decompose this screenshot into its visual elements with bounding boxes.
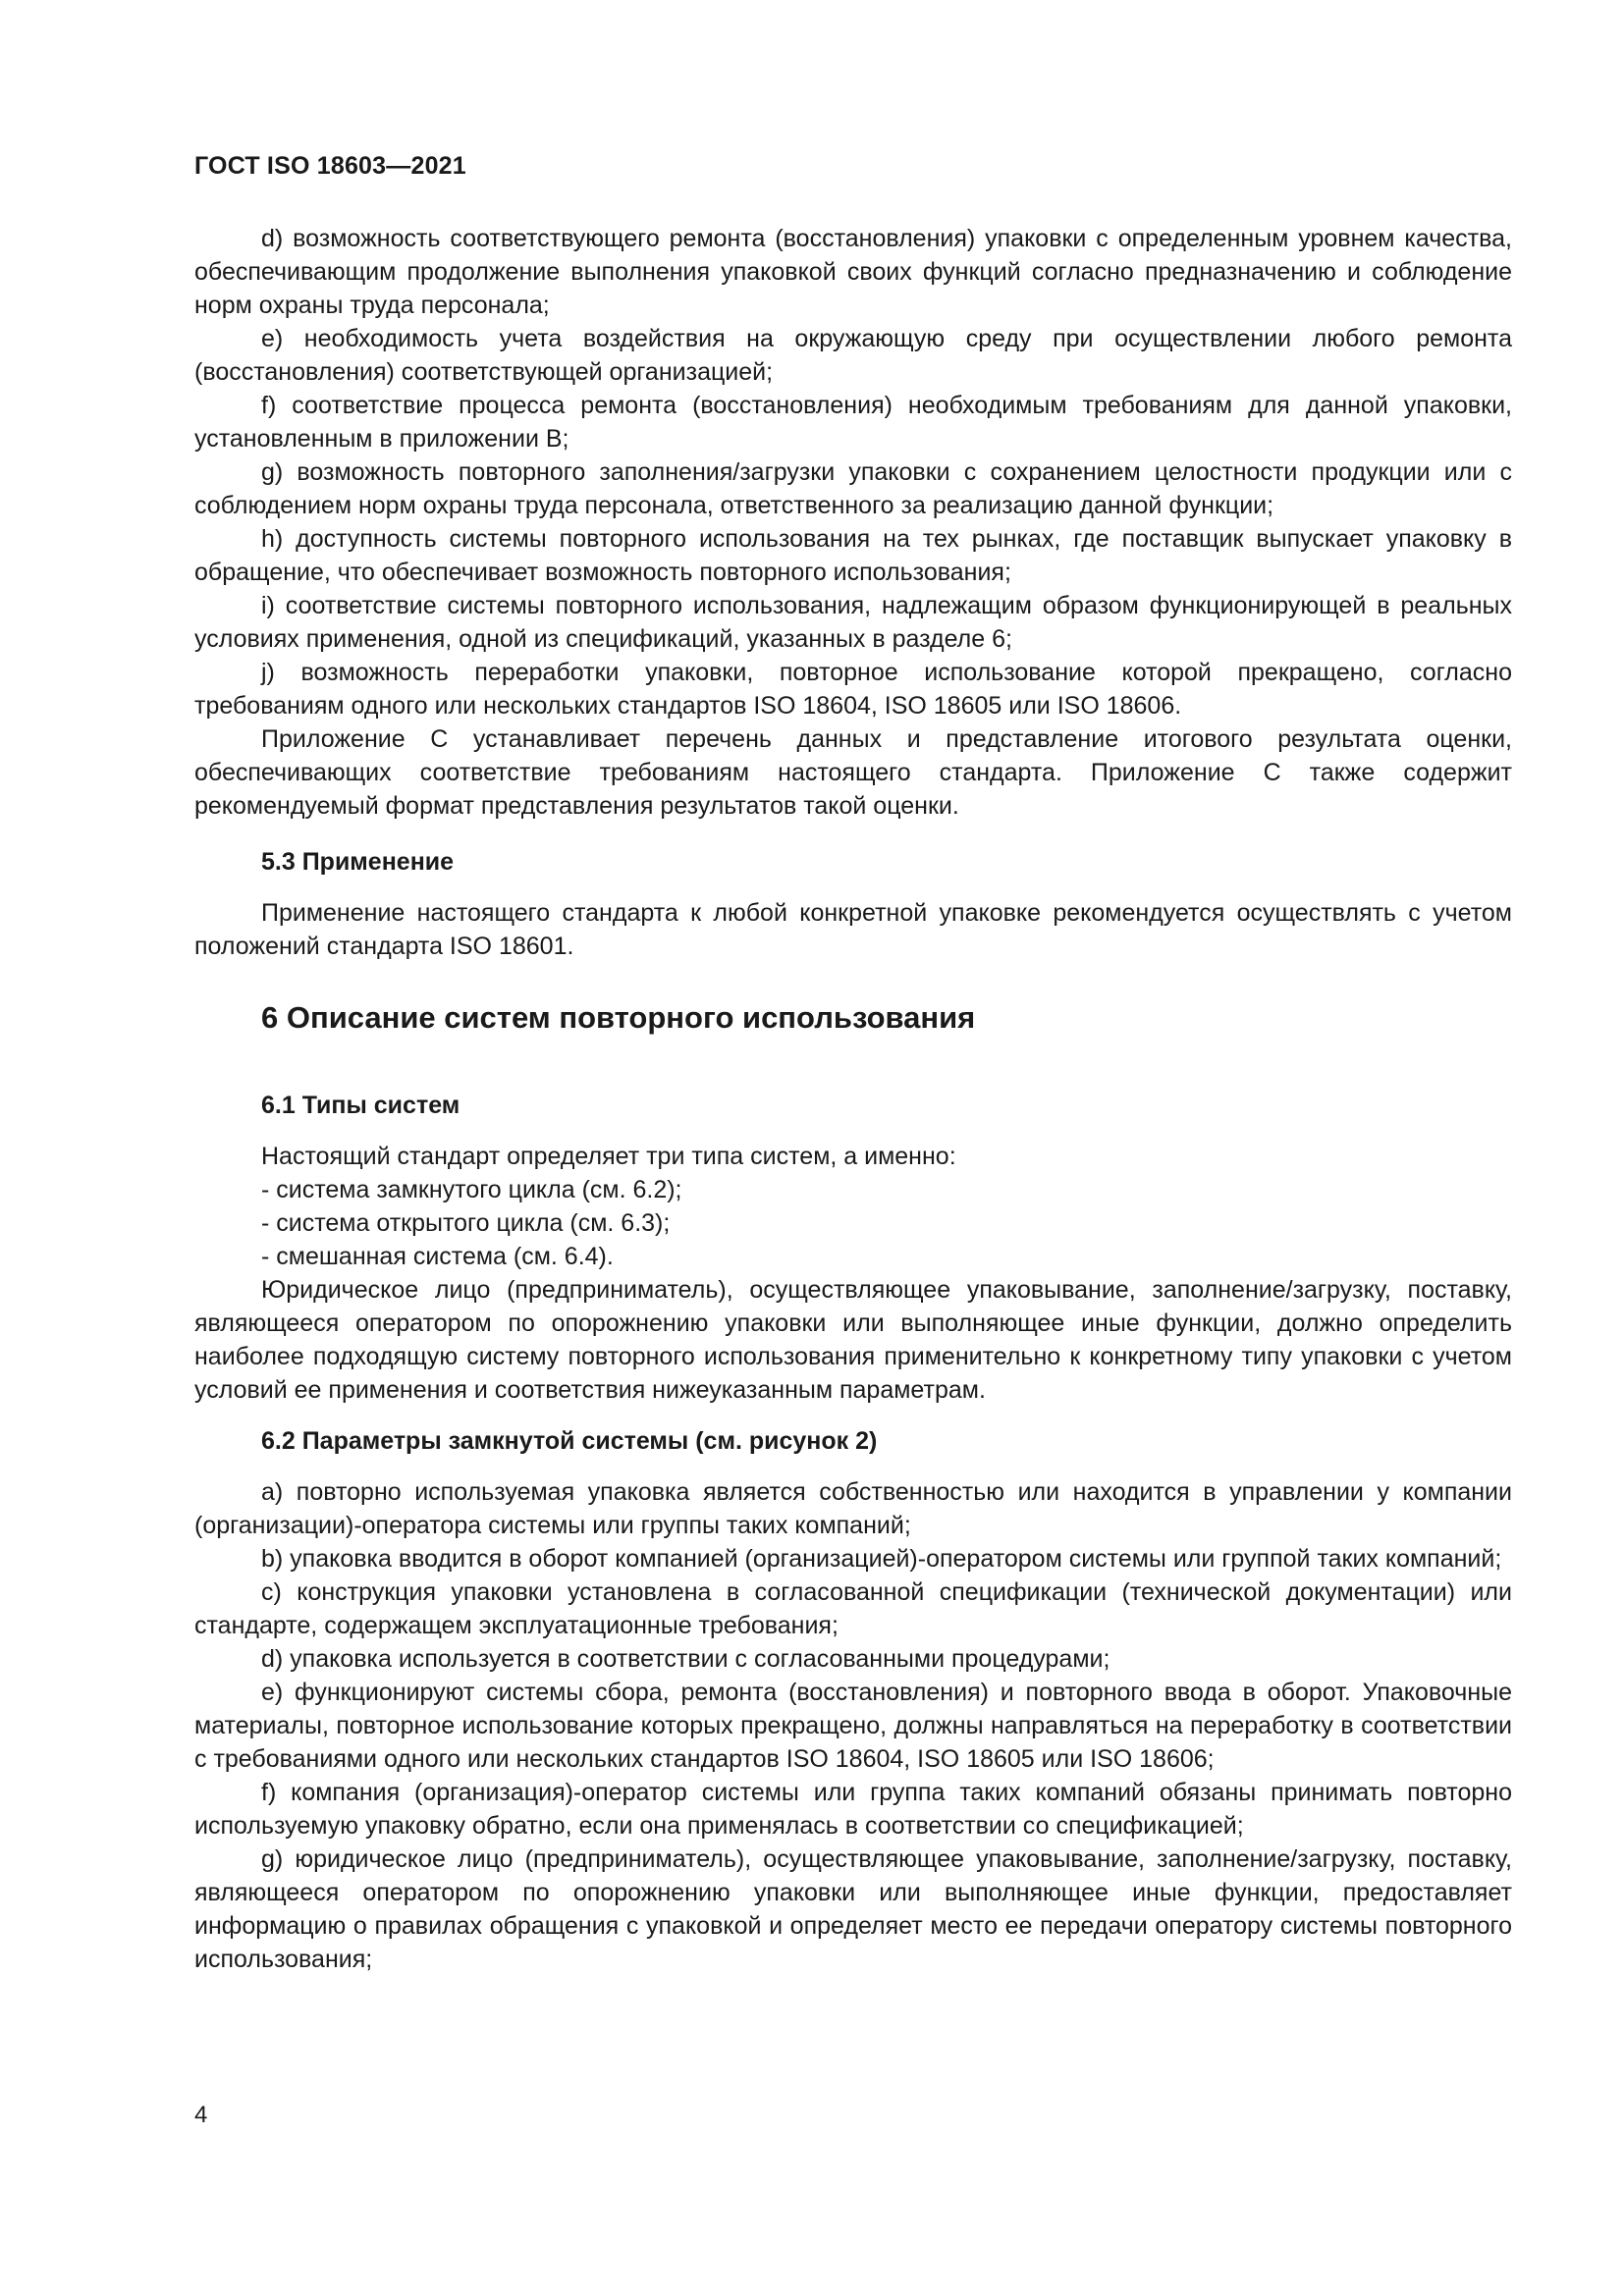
- section-6-2-body: [194, 1475, 1512, 1976]
- section-6-2-title: 6.2 Параметры замкнутой системы (см. рисунок 2): [261, 1427, 878, 1455]
- type-open-loop: - система открытого цикла (см. 6.3);: [261, 1209, 671, 1237]
- param-b: b) упаковка вводится в оборот компанией (организацией)-оператором системы или группой таких компаний;: [261, 1545, 1502, 1573]
- page-number: 4: [194, 2102, 208, 2128]
- section-5-3-title: 5.3 Применение: [261, 848, 455, 876]
- param-a: a) повторно используемая упаковка является собственностью или находится в управлении у компании (организации)-оператора системы или группы таких компаний;: [194, 1478, 1512, 1539]
- param-g: g) юридическое лицо (предприниматель), осуществляющее упаковывание, заполнение/загрузку, поставку, являющееся оператором по опорожнению упаковки или выполняющее иные функции, предоставляет информацию о правилах обращения с упаковкой и определяет место ее передачи оператору системы повторного использования;: [194, 1845, 1512, 1973]
- section-6: [194, 998, 1512, 1038]
- item-f: f) соответствие процесса ремонта (восстановления) необходимым требованиям для данной упаковки, установленным в приложении B;: [194, 392, 1512, 453]
- param-c: c) конструкция упаковки установлена в согласованной спецификации (технической документации) или стандарте, содержащем эксплуатационные требования;: [194, 1578, 1512, 1639]
- param-d: d) упаковка используется в соответствии с согласованными процедурами;: [261, 1645, 1110, 1673]
- top-items-block: [194, 222, 1512, 823]
- item-i: i) соответствие системы повторного использования, надлежащим образом функционирующей в реальных условиях применения, одной из спецификаций, указанных в разделе 6;: [194, 592, 1512, 653]
- section-5-3-text: Применение настоящего стандарта к любой конкретной упаковке рекомендуется осуществлять с учетом положений стандарта ISO 18601.: [194, 899, 1512, 960]
- section-5-3-body: [194, 896, 1512, 963]
- section-6-1-body: [194, 1140, 1512, 1407]
- section-6-1: [194, 1089, 1512, 1122]
- section-6-2: [194, 1424, 1512, 1458]
- section-6-1-title: 6.1 Типы систем: [261, 1092, 460, 1119]
- section-5-3: [194, 845, 1512, 879]
- item-h: h) доступность системы повторного использования на тех рынках, где поставщик выпускает упаковку в обращение, что обеспечивает возможность повторного использования;: [194, 525, 1512, 586]
- types-intro: Настоящий стандарт определяет три типа систем, а именно:: [261, 1143, 956, 1170]
- section-6-title: 6 Описание систем повторного использования: [261, 1000, 976, 1035]
- item-j: j) возможность переработки упаковки, повторное использование которой прекращено, согласно требованиям одного или нескольких стандартов ISO 18604, ISO 18605 или ISO 18606.: [194, 659, 1512, 720]
- param-e: e) функционируют системы сбора, ремонта (восстановления) и повторного ввода в оборот. Упаковочные материалы, повторное использование которых прекращено, должны направляться на переработку в соответствии с требованиями одного или нескольких стандартов ISO 18604, ISO 18605 или ISO 18606;: [194, 1679, 1512, 1773]
- param-f: f) компания (организация)-оператор системы или группа таких компаний обязаны принимать повторно используемую упаковку обратно, если она применялась в соответствии со спецификацией;: [194, 1779, 1512, 1840]
- item-d: d) возможность соответствующего ремонта (восстановления) упаковки с определенным уровнем качества, обеспечивающим продолжение выполнения упаковкой своих функций согласно предназначению и соблюдение норм охраны труда персонала;: [194, 225, 1512, 319]
- item-g: g) возможность повторного заполнения/загрузки упаковки с сохранением целостности продукции или с соблюдением норм охраны труда персонала, ответственного за реализацию данной функции;: [194, 458, 1512, 519]
- document-header: ГОСТ ISO 18603—2021: [194, 152, 466, 180]
- item-e: e) необходимость учета воздействия на окружающую среду при осуществлении любого ремонта (восстановления) соответствующей организацией;: [194, 325, 1512, 386]
- annex-c-paragraph: Приложение C устанавливает перечень данных и представление итогового результата оценки, обеспечивающих соответствие требованиям настоящего стандарта. Приложение C также содержит рекомендуемый формат представления результатов такой оценки.: [194, 725, 1512, 820]
- section-6-1-text: Юридическое лицо (предприниматель), осуществляющее упаковывание, заполнение/загрузку, поставку, являющееся оператором по опорожнению упаковки или выполняющее иные функции, должно определить наиболее подходящую систему повторного использования применительно к конкретному типу упаковки с учетом условий ее применения и соответствия нижеуказанным параметрам.: [194, 1276, 1512, 1404]
- type-mixed: - смешанная система (см. 6.4).: [261, 1243, 614, 1270]
- type-closed-loop: - система замкнутого цикла (см. 6.2);: [261, 1176, 682, 1203]
